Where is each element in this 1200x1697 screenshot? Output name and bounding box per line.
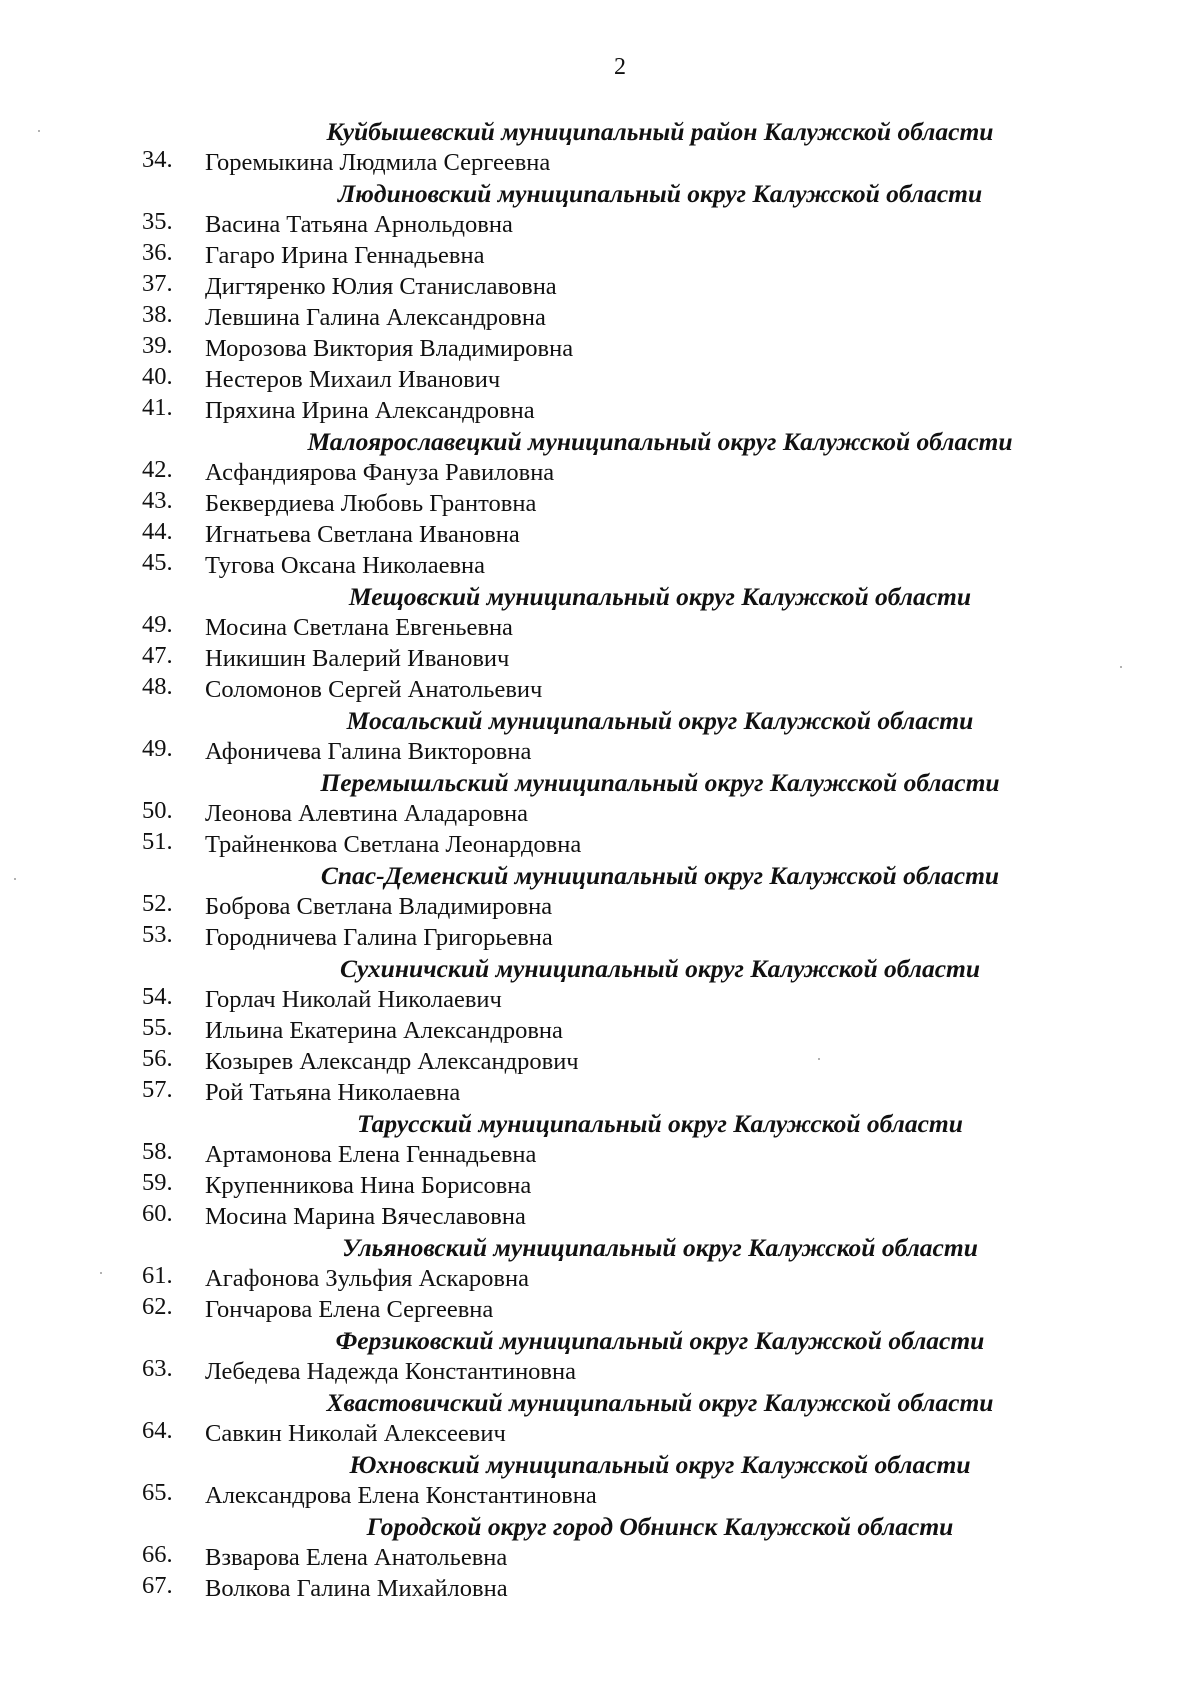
person-name: Беквердиева Любовь Грантовна	[205, 490, 537, 517]
person-name: Александрова Елена Константиновна	[205, 1482, 597, 1509]
list-item	[0, 271, 1200, 302]
item-number: 49.	[142, 611, 173, 638]
section-heading: Мосальский муниципальный округ Калужской области	[346, 706, 974, 735]
list-item	[0, 1573, 1200, 1604]
scan-speck	[100, 1272, 102, 1274]
person-name: Никишин Валерий Иванович	[205, 645, 510, 672]
person-name: Дигтяренко Юлия Станиславовна	[205, 273, 557, 300]
item-number: 63.	[142, 1355, 173, 1382]
person-name: Савкин Николай Алексеевич	[205, 1420, 506, 1447]
participant-list	[0, 116, 1200, 1604]
item-number: 61.	[142, 1262, 173, 1289]
list-item	[0, 1201, 1200, 1232]
list-item	[0, 798, 1200, 829]
list-item	[0, 1015, 1200, 1046]
list-item	[0, 519, 1200, 550]
item-number: 65.	[142, 1479, 173, 1506]
item-number: 60.	[142, 1200, 173, 1227]
person-name: Мосина Светлана Евгеньевна	[205, 614, 513, 641]
list-item	[0, 488, 1200, 519]
item-number: 54.	[142, 983, 173, 1010]
list-item	[0, 550, 1200, 581]
scan-speck	[14, 878, 16, 880]
item-number: 50.	[142, 797, 173, 824]
section-heading: Мещовский муниципальный округ Калужской области	[348, 582, 972, 611]
item-number: 38.	[142, 301, 173, 328]
item-number: 55.	[142, 1014, 173, 1041]
section-heading: Перемышльский муниципальный округ Калужской области	[320, 768, 1000, 797]
item-number: 34.	[142, 146, 173, 173]
item-number: 51.	[142, 828, 173, 855]
scan-speck	[38, 130, 40, 132]
person-name: Соломонов Сергей Анатольевич	[205, 676, 543, 703]
section-heading: Малоярославецкий муниципальный округ Калужской области	[307, 427, 1013, 456]
section-heading: Городской округ город Обнинск Калужской области	[366, 1512, 954, 1541]
section-heading: Хвастовичский муниципальный округ Калужской области	[326, 1388, 994, 1417]
item-number: 56.	[142, 1045, 173, 1072]
person-name: Артамонова Елена Геннадьевна	[205, 1141, 537, 1168]
section-heading: Юхновский муниципальный округ Калужской области	[349, 1450, 971, 1479]
scan-speck	[818, 1058, 820, 1060]
item-number: 36.	[142, 239, 173, 266]
person-name: Ильина Екатерина Александровна	[205, 1017, 563, 1044]
list-item	[0, 457, 1200, 488]
person-name: Нестеров Михаил Иванович	[205, 366, 501, 393]
person-name: Васина Татьяна Арнольдовна	[205, 211, 513, 238]
person-name: Рой Татьяна Николаевна	[205, 1079, 461, 1106]
list-item	[0, 1480, 1200, 1511]
person-name: Горлач Николай Николаевич	[205, 986, 502, 1013]
section-heading: Сухиничский муниципальный округ Калужской области	[339, 954, 981, 983]
list-item	[0, 1077, 1200, 1108]
person-name: Крупенникова Нина Борисовна	[205, 1172, 532, 1199]
list-item	[0, 891, 1200, 922]
person-name: Афоничева Галина Викторовна	[205, 738, 532, 765]
person-name: Горемыкина Людмила Сергеевна	[205, 149, 551, 176]
item-number: 42.	[142, 456, 173, 483]
list-item	[0, 1294, 1200, 1325]
item-number: 48.	[142, 673, 173, 700]
list-item	[0, 1418, 1200, 1449]
item-number: 47.	[142, 642, 173, 669]
person-name: Морозова Виктория Владимировна	[205, 335, 574, 362]
list-item	[0, 364, 1200, 395]
list-item	[0, 240, 1200, 271]
list-item	[0, 1263, 1200, 1294]
person-name: Взварова Елена Анатольевна	[205, 1544, 508, 1571]
item-number: 66.	[142, 1541, 173, 1568]
section-heading: Ферзиковский муниципальный округ Калужской области	[335, 1326, 985, 1355]
list-item	[0, 829, 1200, 860]
section-heading: Спас-Деменский муниципальный округ Калужской области	[320, 861, 1000, 890]
person-name: Пряхина Ирина Александровна	[205, 397, 535, 424]
item-number: 52.	[142, 890, 173, 917]
person-name: Трайненкова Светлана Леонардовна	[205, 831, 582, 858]
section-heading: Тарусский муниципальный округ Калужской области	[357, 1109, 963, 1138]
item-number: 62.	[142, 1293, 173, 1320]
item-number: 57.	[142, 1076, 173, 1103]
section-heading: Куйбышевский муниципальный район Калужской области	[326, 117, 994, 146]
item-number: 37.	[142, 270, 173, 297]
scan-speck	[1120, 666, 1122, 668]
person-name: Боброва Светлана Владимировна	[205, 893, 553, 920]
item-number: 67.	[142, 1572, 173, 1599]
person-name: Городничева Галина Григорьевна	[205, 924, 553, 951]
list-item	[0, 612, 1200, 643]
item-number: 59.	[142, 1169, 173, 1196]
person-name: Леонова Алевтина Аладаровна	[205, 800, 529, 827]
person-name: Мосина Марина Вячеславовна	[205, 1203, 526, 1230]
list-item	[0, 147, 1200, 178]
section-heading: Людиновский муниципальный округ Калужской области	[337, 179, 983, 208]
list-item	[0, 1542, 1200, 1573]
list-item	[0, 922, 1200, 953]
person-name: Лебедева Надежда Константиновна	[205, 1358, 576, 1385]
section-heading: Ульяновский муниципальный округ Калужской области	[342, 1233, 978, 1262]
item-number: 39.	[142, 332, 173, 359]
list-item	[0, 1139, 1200, 1170]
person-name: Левшина Галина Александровна	[205, 304, 546, 331]
list-item	[0, 1356, 1200, 1387]
item-number: 35.	[142, 208, 173, 235]
item-number: 45.	[142, 549, 173, 576]
item-number: 58.	[142, 1138, 173, 1165]
item-number: 43.	[142, 487, 173, 514]
list-item	[0, 674, 1200, 705]
list-item	[0, 736, 1200, 767]
list-item	[0, 333, 1200, 364]
item-number: 40.	[142, 363, 173, 390]
item-number: 44.	[142, 518, 173, 545]
person-name: Асфандиярова Фануза Равиловна	[205, 459, 555, 486]
list-item	[0, 1046, 1200, 1077]
item-number: 53.	[142, 921, 173, 948]
person-name: Гагаро Ирина Геннадьевна	[205, 242, 485, 269]
person-name: Тугова Оксана Николаевна	[205, 552, 485, 579]
list-item	[0, 984, 1200, 1015]
item-number: 41.	[142, 394, 173, 421]
list-item	[0, 643, 1200, 674]
person-name: Волкова Галина Михайловна	[205, 1575, 508, 1602]
list-item	[0, 1170, 1200, 1201]
list-item	[0, 302, 1200, 333]
list-item	[0, 395, 1200, 426]
item-number: 64.	[142, 1417, 173, 1444]
person-name: Козырев Александр Александрович	[205, 1048, 579, 1075]
page-number: 2	[614, 54, 626, 80]
person-name: Агафонова Зульфия Аскаровна	[205, 1265, 529, 1292]
list-item	[0, 209, 1200, 240]
person-name: Игнатьева Светлана Ивановна	[205, 521, 520, 548]
person-name: Гончарова Елена Сергеевна	[205, 1296, 494, 1323]
item-number: 49.	[142, 735, 173, 762]
